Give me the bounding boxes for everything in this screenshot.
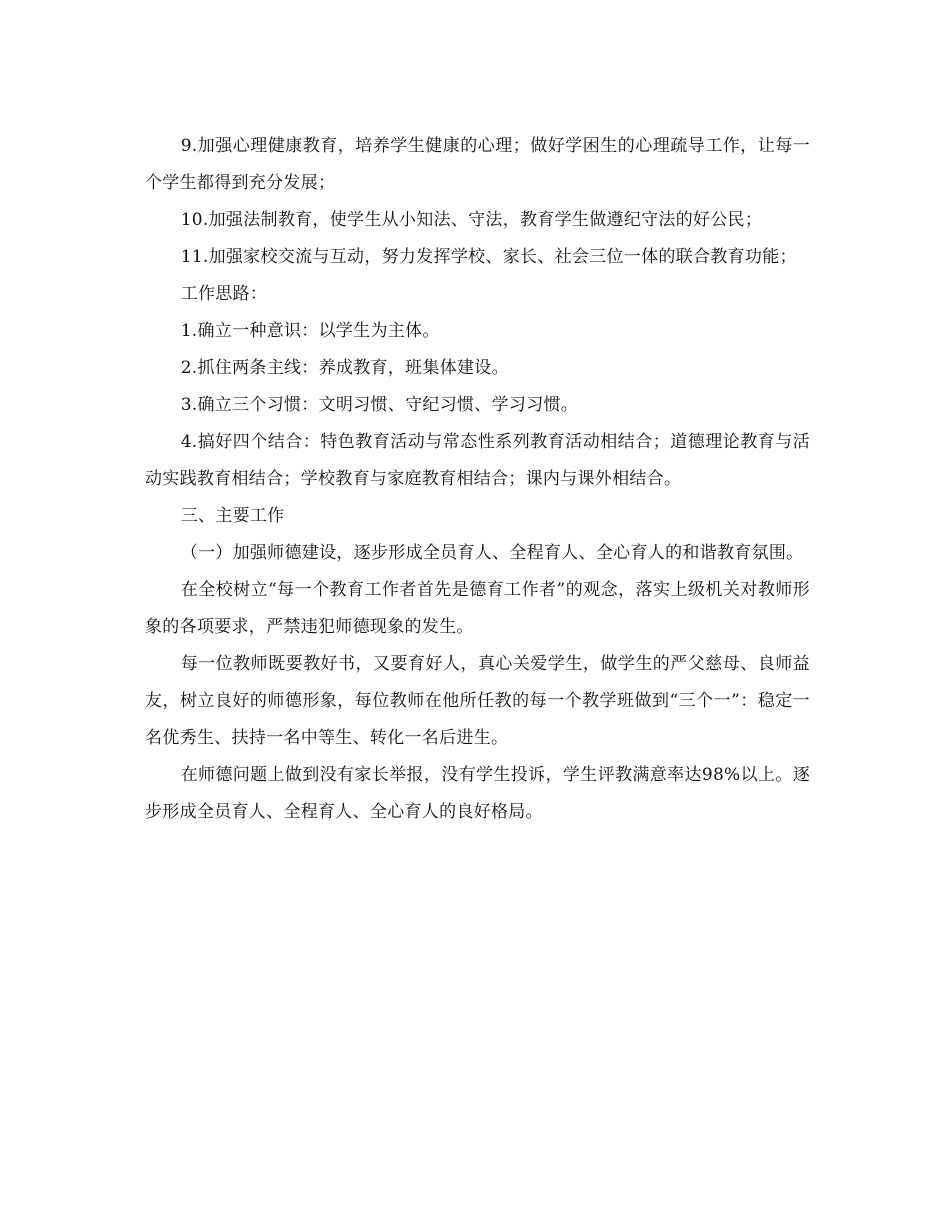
idea-item-4: 4.搞好四个结合：特色教育活动与常态性系列教育活动相结合；道德理论教育与活动实践教育相结合；学校教育与家庭教育相结合；课内与课外相结合。 xyxy=(145,432,810,489)
idea-item-2: 2.抓住两条主线：养成教育，班集体建设。 xyxy=(180,358,509,378)
section-heading-work-ideas: 工作思路： xyxy=(180,284,268,304)
paragraph-item-11: 11.加强家校交流与互动，努力发挥学校、家长、社会三位一体的联合教育功能； xyxy=(180,247,797,267)
paragraph-item-10: 10.加强法制教育，使学生从小知法、守法，教育学生做遵纪守法的好公民； xyxy=(180,210,763,230)
paragraph-satisfaction-rate: 在师德问题上做到没有家长举报，没有学生投诉，学生评教满意率达98%以上。逐步形成全员育人、全程育人、全心育人的良好格局。 xyxy=(145,765,810,822)
section-heading-main-work: 三、主要工作 xyxy=(180,506,285,526)
document-body xyxy=(145,128,810,831)
idea-item-3: 3.确立三个习惯：文明习惯、守纪习惯、学习习惯。 xyxy=(180,395,579,415)
paragraph-teacher-duties: 每一位教师既要教好书，又要育好人，真心关爱学生，做学生的严父慈母、良师益友，树立良好的师德形象，每位教师在他所任教的每一个教学班做到“三个一”：稳定一名优秀生、扶持一名中等生、转化一名后进生。 xyxy=(145,654,810,748)
idea-item-1: 1.确立一种意识：以学生为主体。 xyxy=(180,321,440,341)
paragraph-item-9: 9.加强心理健康教育，培养学生健康的心理；做好学困生的心理疏导工作，让每一个学生都得到充分发展； xyxy=(145,136,810,193)
paragraph-ethics-concept: 在全校树立“每一个教育工作者首先是德育工作者”的观念，落实上级机关对教师形象的各项要求，严禁违犯师德现象的发生。 xyxy=(145,580,810,637)
subsection-heading-teacher-ethics: （一）加强师德建设，逐步形成全员育人、全程育人、全心育人的和谐教育氛围。 xyxy=(180,543,804,563)
